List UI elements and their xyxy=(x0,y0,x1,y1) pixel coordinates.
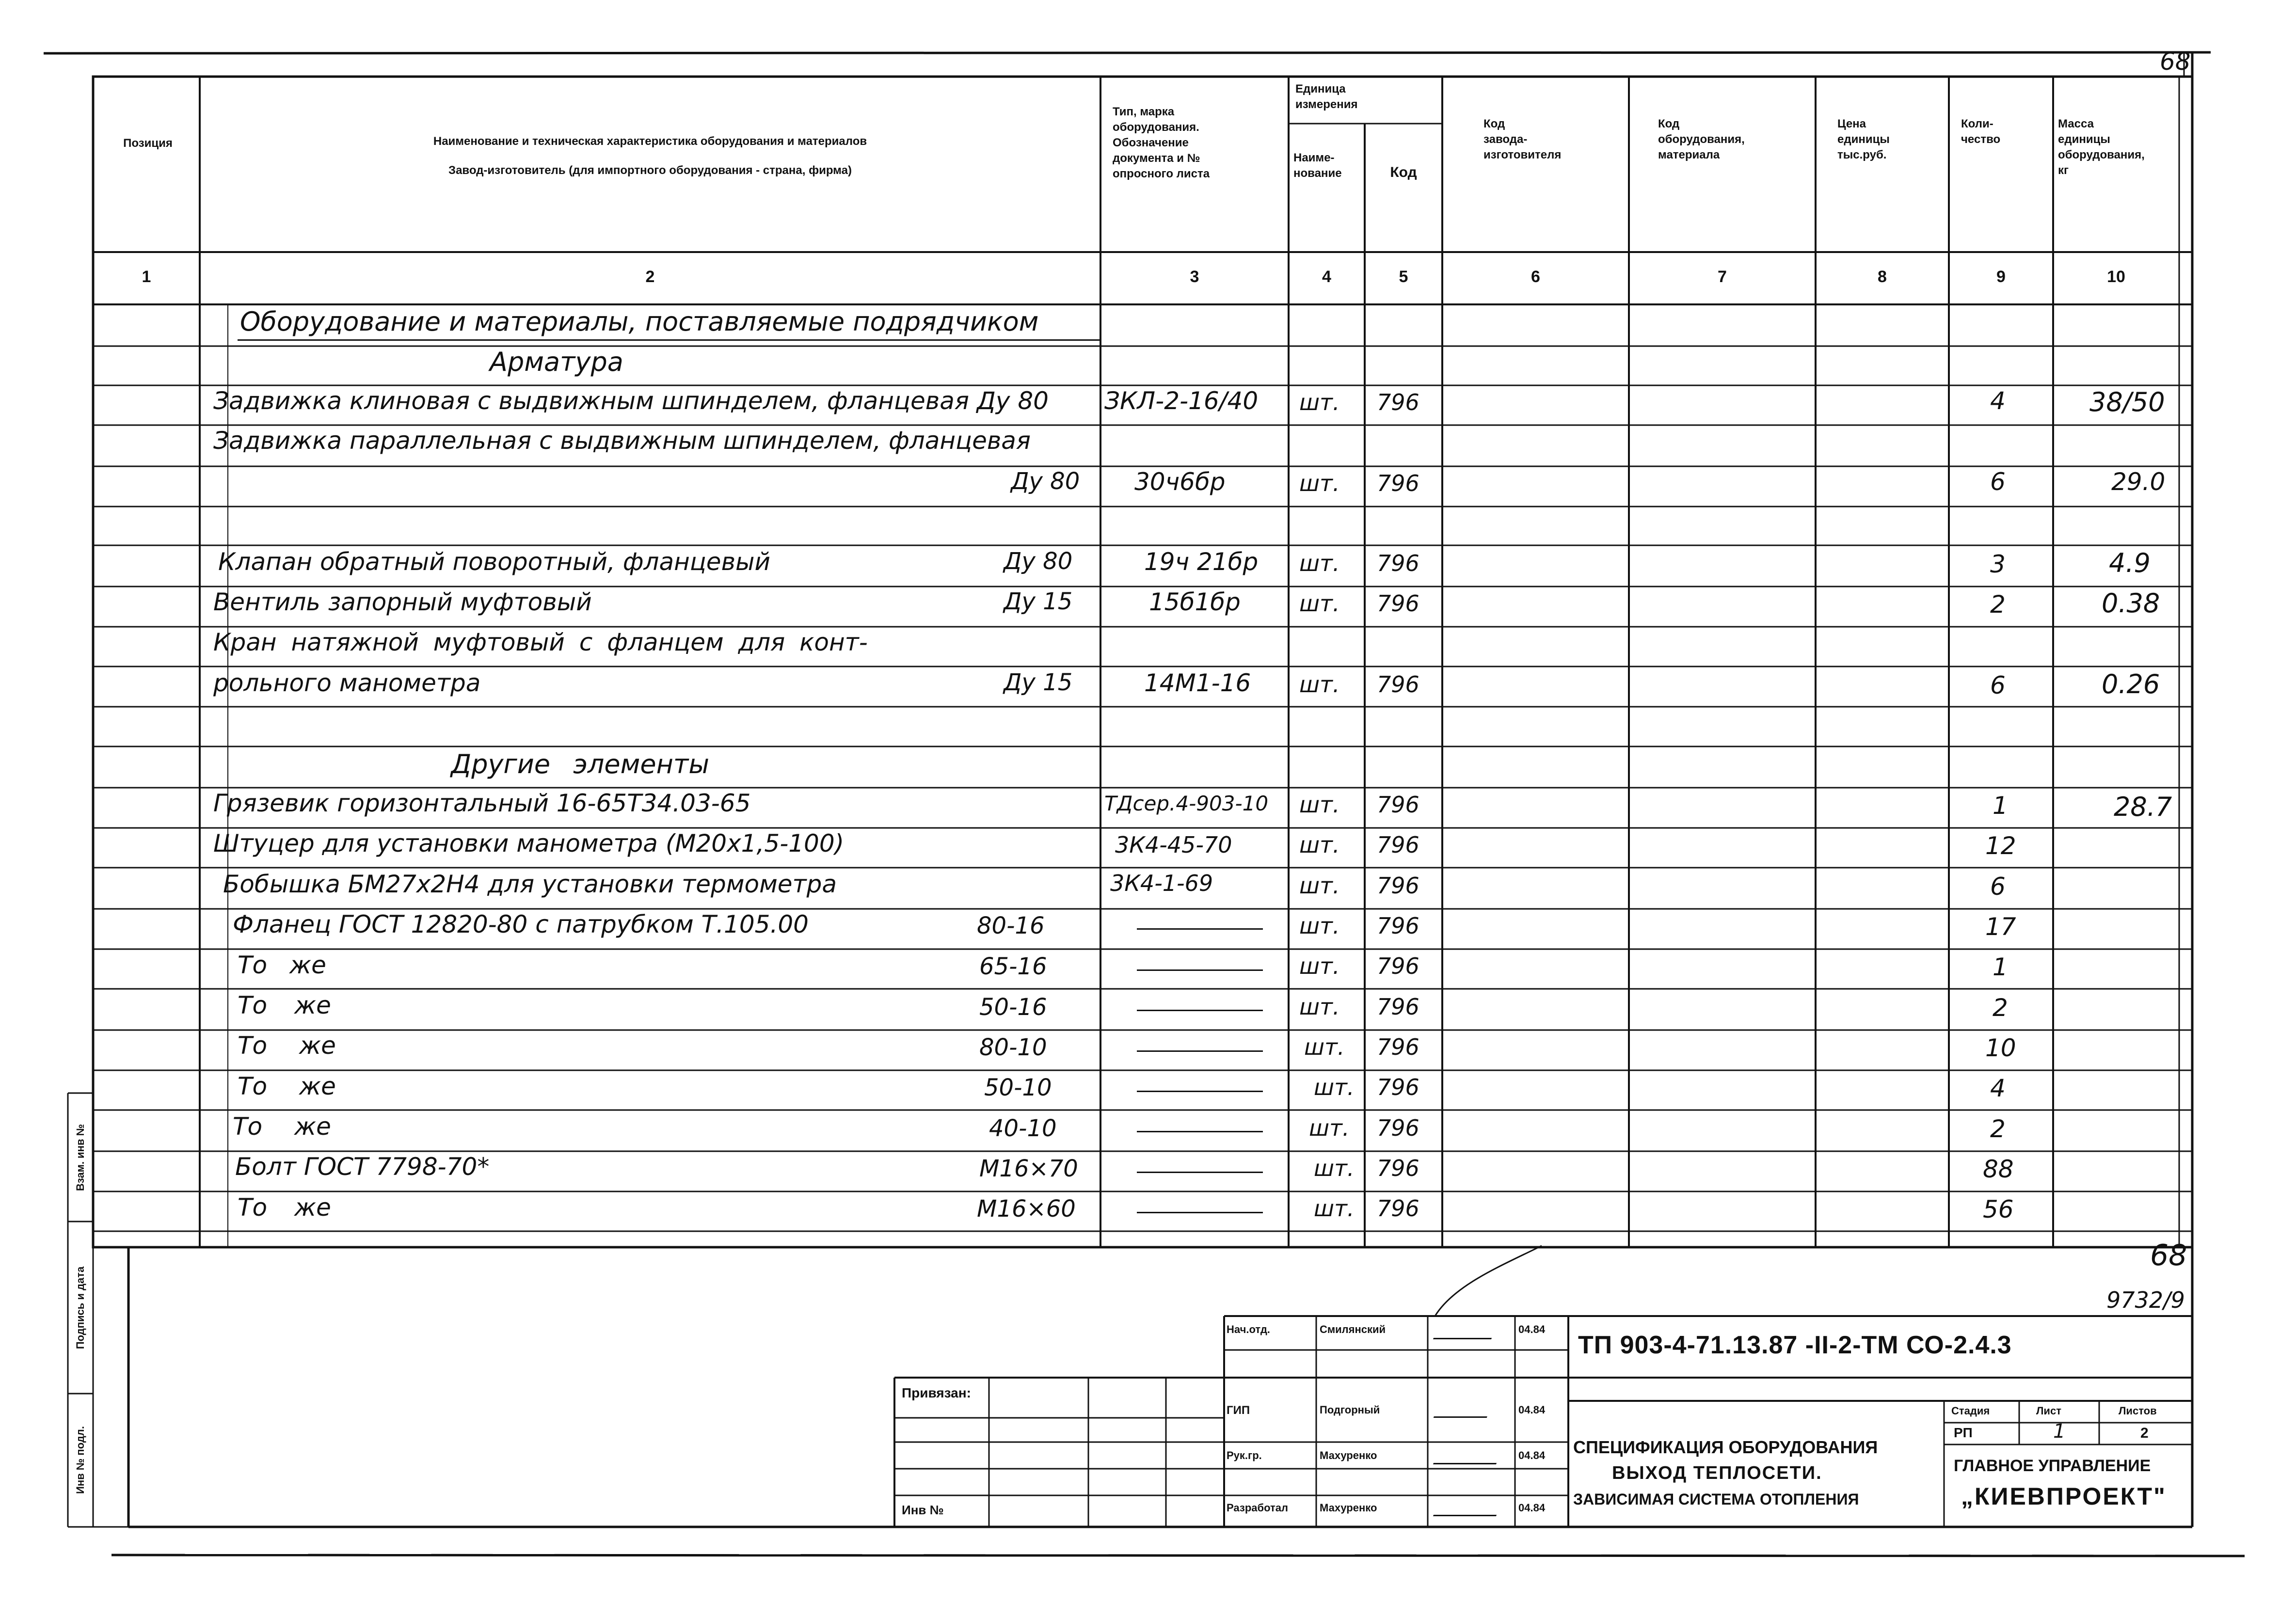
document-designation: ТП 903-4-71.13.87 -II-2-ТМ СО-2.4.3 xyxy=(1578,1331,2012,1359)
header-equip-code xyxy=(1658,116,1813,163)
section-heading-main: Оборудование и материалы, поставляемые подрядчиком xyxy=(240,306,1039,337)
column-number: 4 xyxy=(1322,268,1331,286)
row-code: 796 xyxy=(1377,1074,1419,1100)
role-name: Смилянский xyxy=(1320,1323,1386,1335)
column-number: 8 xyxy=(1878,268,1887,286)
row-qty: 2 xyxy=(1993,994,2008,1022)
header-type-line: Тип, марка xyxy=(1113,105,1175,118)
row-name: Штуцер для установки манометра (М20х1,5-100) xyxy=(213,829,845,857)
row-size: 80-16 xyxy=(977,912,1045,939)
header-type-line: оборудования. xyxy=(1113,121,1199,134)
row-unit: шт. xyxy=(1299,873,1340,899)
organization-line1: ГЛАВНОЕ УПРАВЛЕНИЕ xyxy=(1954,1457,2151,1475)
row-unit: шт. xyxy=(1299,792,1340,818)
row-qty: 2 xyxy=(1990,590,2006,619)
column-number: 5 xyxy=(1399,268,1408,286)
row-size: 80-10 xyxy=(979,1034,1047,1061)
document-title-line2: ВЫХОД ТЕПЛОСЕТИ. xyxy=(1612,1463,1822,1483)
signature xyxy=(1433,1323,1497,1339)
column-number: 6 xyxy=(1531,268,1540,286)
row-unit: шт. xyxy=(1314,1155,1355,1181)
row-name: То же xyxy=(238,1032,336,1060)
corner-sheet-number: 68 xyxy=(2160,48,2191,76)
row-unit: шт. xyxy=(1299,550,1340,576)
header-mass xyxy=(2058,116,2179,178)
attached-label: Привязан: xyxy=(902,1385,971,1400)
row-size: Ду 15 xyxy=(1004,588,1073,615)
sheets-label: Листов xyxy=(2119,1405,2157,1417)
row-unit: шт. xyxy=(1299,832,1340,858)
row-qty: 10 xyxy=(1985,1034,2016,1062)
row-name: То же xyxy=(238,1193,331,1222)
signature xyxy=(1433,1448,1502,1464)
column-number: 10 xyxy=(2107,268,2125,286)
row-qty: 4 xyxy=(1990,1074,2006,1102)
row-size: 50-10 xyxy=(984,1074,1052,1101)
header-type-line: Обозначение xyxy=(1113,136,1189,149)
row-name: Задвижка параллельная с выдвижным шпинделем, фланцевая xyxy=(213,427,1031,455)
role-label: Разработал xyxy=(1227,1502,1288,1514)
row-code: 796 xyxy=(1377,590,1419,617)
header-qty xyxy=(1961,116,2048,147)
row-qty: 17 xyxy=(1985,913,2016,941)
row-code: 796 xyxy=(1377,873,1419,899)
type-dash xyxy=(1137,1131,1263,1132)
header-equip-code-line: Код xyxy=(1658,117,1680,130)
row-mass: 0.26 xyxy=(2102,669,2160,699)
type-dash xyxy=(1137,1010,1263,1011)
header-unit-name-line: нование xyxy=(1293,167,1342,180)
role-name: Подгорный xyxy=(1320,1404,1380,1416)
row-code: 796 xyxy=(1377,994,1419,1020)
row-unit: шт. xyxy=(1309,1115,1350,1141)
row-mass: 28.7 xyxy=(2114,792,2172,822)
role-date: 04.84 xyxy=(1518,1449,1546,1461)
row-unit: шт. xyxy=(1299,953,1340,979)
header-price-line: тыс.руб. xyxy=(1837,148,1887,161)
row-type: 3К4-1-69 xyxy=(1110,870,1213,896)
row-unit: шт. xyxy=(1314,1195,1355,1222)
column-number: 3 xyxy=(1190,268,1199,286)
row-size: Ду 80 xyxy=(1004,548,1073,575)
header-maker-code-line: завода- xyxy=(1483,133,1528,146)
stamp-replace-inv: Взам. инв № xyxy=(74,1124,86,1191)
row-qty: 2 xyxy=(1990,1115,2006,1143)
row-qty: 4 xyxy=(1990,387,2006,415)
row-type: 19ч 21бр xyxy=(1144,548,1259,576)
header-unit-name xyxy=(1293,150,1364,181)
sheet-value: 1 xyxy=(2053,1420,2066,1443)
row-name: Фланец ГОСТ 12820-80 с патрубком Т.105.00 xyxy=(233,910,809,938)
row-unit: шт. xyxy=(1314,1074,1355,1100)
row-code: 796 xyxy=(1377,389,1419,415)
row-size: 65-16 xyxy=(979,953,1047,980)
row-qty: 1 xyxy=(1993,792,2008,820)
row-code: 796 xyxy=(1377,832,1419,858)
header-maker-code xyxy=(1483,116,1629,163)
row-name: То же xyxy=(238,951,326,979)
stamp-inv-original: Инв № подл. xyxy=(74,1426,86,1494)
row-type: ТДсер.4-903-10 xyxy=(1104,792,1269,815)
role-name: Махуренко xyxy=(1320,1449,1377,1461)
role-date: 04.84 xyxy=(1518,1502,1546,1514)
header-unit-group-line: Единица xyxy=(1295,82,1346,95)
row-name: Задвижка клиновая с выдвижным шпинделем, фланцевая Ду 80 xyxy=(213,387,1049,415)
header-name-line2: Завод-изготовитель (для импортного оборудования - страна, фирма) xyxy=(448,164,852,177)
row-code: 796 xyxy=(1377,550,1419,576)
type-dash xyxy=(1137,928,1263,930)
type-dash xyxy=(1137,969,1263,971)
row-unit: шт. xyxy=(1304,1034,1345,1060)
signature xyxy=(1434,1404,1492,1418)
header-type xyxy=(1113,104,1287,182)
row-code: 796 xyxy=(1377,671,1419,698)
header-qty-line: Коли- xyxy=(1961,117,1993,130)
inv-label: Инв № xyxy=(902,1503,944,1517)
section-underline xyxy=(238,339,1100,341)
document-code: 9732/9 xyxy=(2106,1287,2185,1313)
row-qty: 56 xyxy=(1983,1195,2014,1223)
header-price xyxy=(1837,116,1944,163)
section-heading-other: Другие элементы xyxy=(451,749,710,779)
row-unit: шт. xyxy=(1299,590,1340,617)
row-code: 796 xyxy=(1377,792,1419,818)
row-mass: 38/50 xyxy=(2089,387,2165,417)
row-code: 796 xyxy=(1377,1155,1419,1181)
row-mass: 29.0 xyxy=(2111,468,2166,496)
row-type: 3К4-45-70 xyxy=(1115,832,1232,858)
signature xyxy=(1433,1500,1502,1516)
header-equip-code-line: материала xyxy=(1658,148,1720,161)
stage-value: РП xyxy=(1954,1425,1973,1440)
row-type: 15б1бр xyxy=(1149,588,1241,616)
column-number: 7 xyxy=(1718,268,1727,286)
stage-label: Стадия xyxy=(1951,1405,1990,1417)
row-qty: 1 xyxy=(1993,953,2008,981)
role-label: Рук.гр. xyxy=(1227,1449,1262,1461)
row-qty: 3 xyxy=(1990,550,2006,578)
sheet-label: Лист xyxy=(2036,1405,2061,1417)
header-mass-line: Масса xyxy=(2058,117,2094,130)
row-type: ЗКЛ-2-16/40 xyxy=(1104,387,1259,415)
row-name: Бобышка БМ27х2Н4 для установки термометра xyxy=(223,870,837,898)
row-code: 796 xyxy=(1377,953,1419,979)
header-name-line1: Наименование и техническая характеристика оборудования и материалов xyxy=(433,135,867,148)
section-heading-armatura: Арматура xyxy=(490,347,623,377)
row-name: Болт ГОСТ 7798-70* xyxy=(235,1153,490,1181)
row-unit: шт. xyxy=(1299,470,1340,496)
stamp-signature-date: Подпись и дата xyxy=(74,1266,86,1349)
row-name: То же xyxy=(238,1072,336,1100)
role-date: 04.84 xyxy=(1518,1404,1546,1416)
row-mass: 4.9 xyxy=(2109,548,2151,578)
type-dash xyxy=(1137,1050,1263,1052)
type-dash xyxy=(1137,1212,1263,1213)
row-size: 50-16 xyxy=(979,994,1047,1021)
row-name: рольного манометра xyxy=(213,669,481,697)
row-name: То же xyxy=(233,1112,331,1141)
row-qty: 6 xyxy=(1990,671,2006,699)
header-price-line: единицы xyxy=(1837,133,1890,146)
row-unit: шт. xyxy=(1299,671,1340,698)
column-number: 2 xyxy=(645,268,655,286)
header-price-line: Цена xyxy=(1837,117,1866,130)
document-title-line1: СПЕЦИФИКАЦИЯ ОБОРУДОВАНИЯ xyxy=(1573,1437,1878,1457)
row-qty: 6 xyxy=(1990,468,2006,496)
type-dash xyxy=(1137,1172,1263,1173)
row-unit: шт. xyxy=(1299,913,1340,939)
row-size: Ду 15 xyxy=(1004,669,1073,696)
row-name: Вентиль запорный муфтовый xyxy=(213,588,592,616)
header-type-line: опросного листа xyxy=(1113,167,1210,180)
header-equip-code-line: оборудования, xyxy=(1658,133,1745,146)
row-size: Ду 80 xyxy=(1011,468,1080,495)
row-qty: 88 xyxy=(1983,1155,2014,1183)
row-code: 796 xyxy=(1377,470,1419,496)
page-mark: 68 xyxy=(2150,1238,2187,1272)
header-position: Позиция xyxy=(123,137,173,150)
header-unit-group-line: измерения xyxy=(1295,98,1358,111)
row-unit: шт. xyxy=(1299,994,1340,1020)
row-code: 796 xyxy=(1377,913,1419,939)
header-maker-code-line: Код xyxy=(1483,117,1505,130)
header-unit-name-line: Наиме- xyxy=(1293,151,1335,164)
row-size: М16×60 xyxy=(977,1195,1076,1222)
organization-line2: „КИЕВПРОЕКТ" xyxy=(1961,1483,2167,1510)
header-mass-line: кг xyxy=(2058,164,2069,177)
row-size: М16×70 xyxy=(979,1155,1078,1182)
type-dash xyxy=(1137,1091,1263,1092)
row-mass: 0.38 xyxy=(2102,588,2160,619)
header-mass-line: единицы xyxy=(2058,133,2110,146)
row-qty: 12 xyxy=(1985,832,2016,860)
row-code: 796 xyxy=(1377,1115,1419,1141)
header-unit-group xyxy=(1295,81,1441,112)
row-unit: шт. xyxy=(1299,389,1340,415)
row-name: Грязевик горизонтальный 16-65Т34.03-65 xyxy=(213,789,751,817)
row-type: 30ч6бр xyxy=(1134,468,1226,496)
header-type-line: документа и № xyxy=(1113,152,1200,165)
role-label: ГИП xyxy=(1227,1404,1250,1417)
header-qty-line: чество xyxy=(1961,133,2001,146)
row-name: Клапан обратный поворотный, фланцевый xyxy=(218,548,771,576)
row-qty: 6 xyxy=(1990,873,2006,901)
column-number: 9 xyxy=(1996,268,2006,286)
role-label: Нач.отд. xyxy=(1227,1323,1270,1335)
document-title-line3: ЗАВИСИМАЯ СИСТЕМА ОТОПЛЕНИЯ xyxy=(1573,1491,1859,1508)
header-mass-line: оборудования, xyxy=(2058,148,2145,161)
row-code: 796 xyxy=(1377,1034,1419,1060)
role-name: Махуренко xyxy=(1320,1502,1377,1514)
row-name: То же xyxy=(238,991,331,1019)
header-unit-code: Код xyxy=(1390,164,1417,180)
row-type: 14М1-16 xyxy=(1144,669,1251,697)
row-code: 796 xyxy=(1377,1195,1419,1222)
sheets-value: 2 xyxy=(2140,1425,2149,1441)
row-size: 40-10 xyxy=(989,1115,1057,1142)
role-date: 04.84 xyxy=(1518,1323,1546,1335)
row-name: Кран натяжной муфтовый с фланцем для конт- xyxy=(213,628,868,656)
header-maker-code-line: изготовителя xyxy=(1483,148,1562,161)
column-number: 1 xyxy=(142,268,151,286)
